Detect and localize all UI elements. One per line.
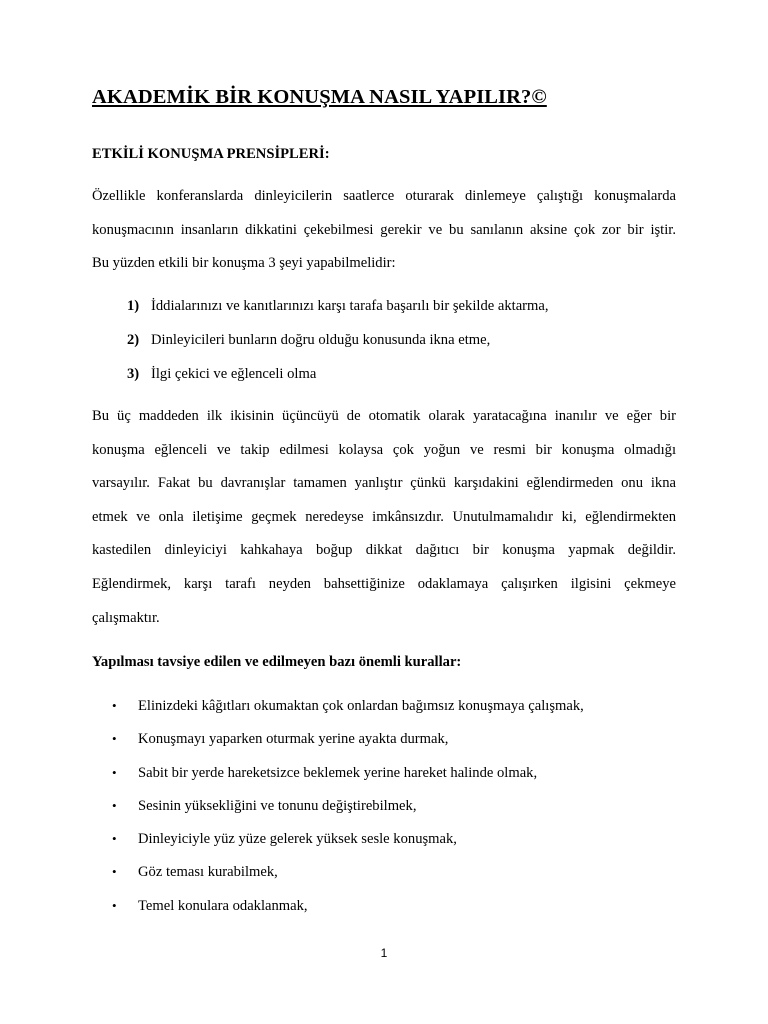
numbered-list [127,296,549,398]
bullet-icon: • [112,897,117,913]
paragraph-line: kastedilen dinleyiciyi kahkahaya boğup dikkat dağıtıcı bir konuşma yapmak değildir. [92,542,676,559]
paragraph-line: konuşma eğlenceli ve takip edilmesi kolaysa çok yoğun ve resmi bir konuşma olmadığı [92,441,676,458]
intro-paragraph [92,186,676,287]
paragraph-line: çalışmaktır. [92,609,160,626]
bullet-icon: • [112,797,117,813]
bullet-list-item [112,896,584,929]
bullet-icon: • [112,698,117,713]
list-number: 2) [127,332,140,348]
list-item-text: İlgi çekici ve eğlenceli olma [151,366,317,382]
numbered-list-item [127,296,549,330]
paragraph-line: Bu yüzden etkili bir konuşma 3 şeyi yapabilmelidir: [92,255,396,272]
bullet-icon: • [112,764,117,780]
list-item-text: Sabit bir yerde hareketsizce beklemek yerine hareket halinde olmak, [138,764,538,781]
paragraph-line: Bu üç maddeden ilk ikisinin üçüncüyü de otomatik olarak yaratacağına inanılır ve eğer bir [92,408,676,424]
bullet-list-item [112,862,584,895]
paragraph-line: Özellikle konferanslarda dinleyicilerin saatlerce oturarak dinlemeye çalıştığı konuşmalarda [92,188,676,204]
section-heading-rules: Yapılması tavsiye edilen ve edilmeyen bazı önemli kurallar: [92,654,462,670]
page-number: 1 [380,946,388,960]
list-item-text: Sesinin yüksekliğini ve tonunu değiştirebilmek, [138,797,417,814]
list-item-text: Temel konulara odaklanmak, [138,897,308,914]
paragraph-line: etmek ve onla iletişime geçmek neredeyse imkânsızdır. Unutulmamalıdır ki, eğlendirmekten [92,508,676,525]
list-item-text: İddialarınızı ve kanıtlarınızı karşı tarafa başarılı bir şekilde aktarma, [151,298,549,314]
bullet-list-item [112,763,584,796]
list-item-text: Elinizdeki kâğıtları okumaktan çok onlardan bağımsız konuşmaya çalışmak, [138,698,584,714]
bullet-list [112,696,584,929]
list-item-text: Dinleyicileri bunların doğru olduğu konusunda ikna etme, [151,332,491,348]
numbered-list-item [127,364,549,398]
list-number: 3) [127,366,140,382]
paragraph-line: varsayılır. Fakat bu davranışlar tamamen yanlıştır çünkü karşıdakini eğlendirmeden onu ikna [92,475,676,492]
list-item-text: Göz teması kurabilmek, [138,864,278,881]
paragraph-line: Eğlendirmek, karşı tarafı neyden bahsettiğinize odaklamaya çalışırken ilgisini çekmeye [92,575,676,592]
paragraph-line: konuşmacının insanların dikkatini çekebilmesi gerekir ve bu sanılanın aksine çok zor bir iştir. [92,221,676,238]
bullet-icon: • [112,731,117,747]
bullet-list-item [112,696,584,729]
bullet-list-item [112,829,584,862]
bullet-list-item [112,729,584,762]
bullet-list-item [112,796,584,829]
section-heading-principles: ETKİLİ KONUŞMA PRENSİPLERİ: [92,146,330,162]
body-paragraph [92,406,676,641]
list-number: 1) [127,298,140,314]
bullet-icon: • [112,864,117,880]
list-item-text: Konuşmayı yaparken oturmak yerine ayakta durmak, [138,731,449,748]
document-title: AKADEMİK BİR KONUŞMA NASIL YAPILIR?© [92,86,547,108]
bullet-icon: • [112,831,117,847]
numbered-list-item [127,330,549,364]
list-item-text: Dinleyiciyle yüz yüze gelerek yüksek sesle konuşmak, [138,831,457,848]
